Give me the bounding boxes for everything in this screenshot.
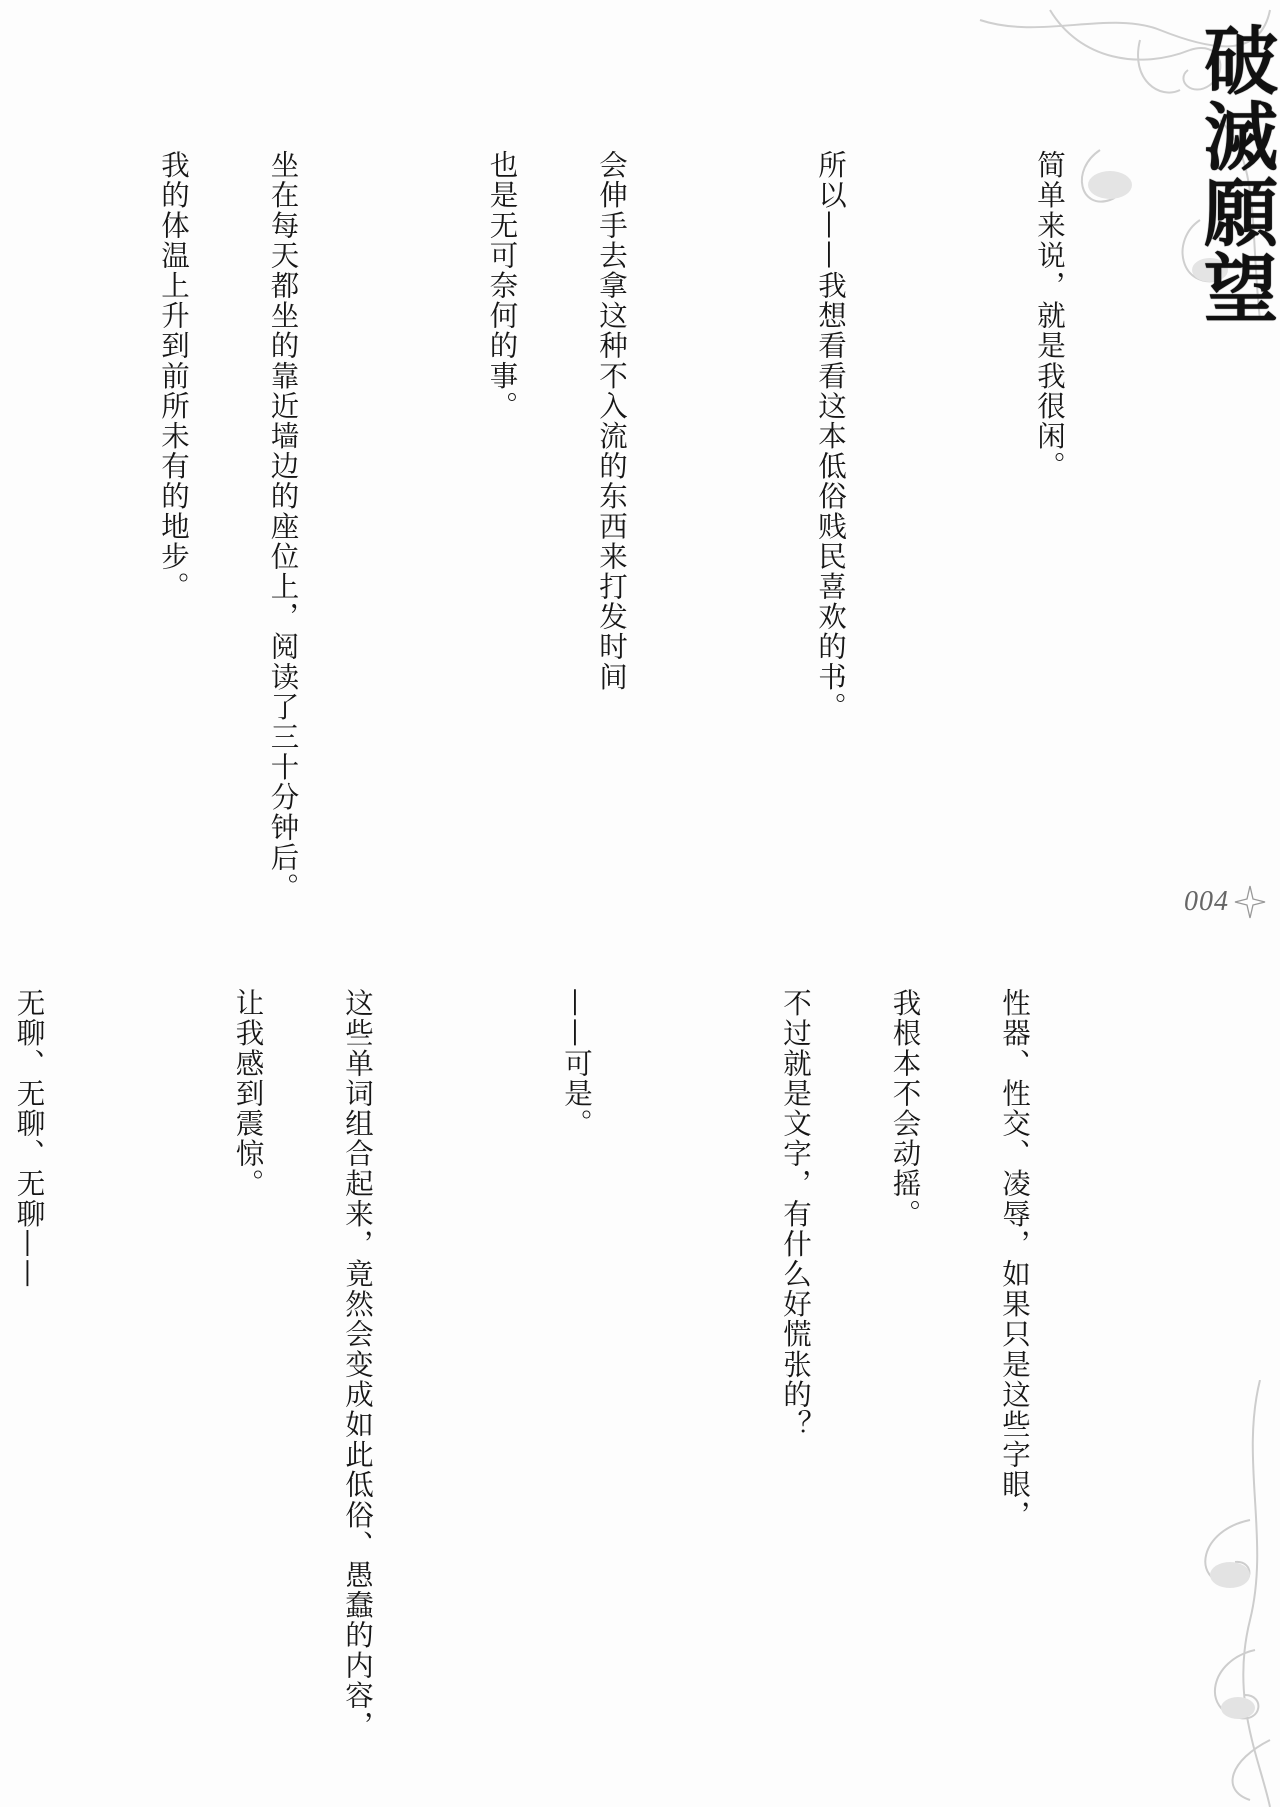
blank-line [921,150,958,850]
text-line: 这些单词组合起来，竟然会变成如此低俗、愚蠢的内容， [341,988,374,1741]
text-line: 简单来说，就是我很闲。 [1033,150,1066,482]
text-line: 所以——我想看看这本低俗贱民喜欢的书。 [814,150,847,722]
text-line: 让我感到震惊。 [231,988,265,1199]
four-point-star-icon [1234,885,1266,919]
blank-line [374,150,411,850]
blank-line [702,150,739,850]
text-line: 我根本不会动摇。 [888,988,922,1229]
text-line: 性器、性交、凌辱，如果只是这些字眼， [998,988,1031,1530]
text-line: 我的体温上升到前所未有的地步。 [157,150,190,602]
text-line: 无聊、无聊、无聊—— [12,988,46,1289]
blank-line [120,988,157,1748]
text-line: ——可是。 [560,988,593,1139]
bottom-text-block [0,988,1105,1748]
page-number: 004 [1184,886,1229,917]
bottom-right-flourish-ornament [1080,1380,1280,1807]
text-line: 也是无可奈何的事。 [485,150,519,421]
blank-line [45,150,82,850]
blank-line [667,988,704,1748]
text-line: 坐在每天都坐的靠近墙边的座位上，阅读了三十分钟后。 [266,150,300,903]
text-line: 会伸手去拿这种不入流的东西来打发时间 [595,150,628,692]
chapter-title: 破滅願望 [1192,22,1278,326]
blank-line [448,988,485,1748]
text-line: 不过就是文字，有什么好慌张的？ [779,988,812,1440]
top-text-block [0,150,1140,903]
